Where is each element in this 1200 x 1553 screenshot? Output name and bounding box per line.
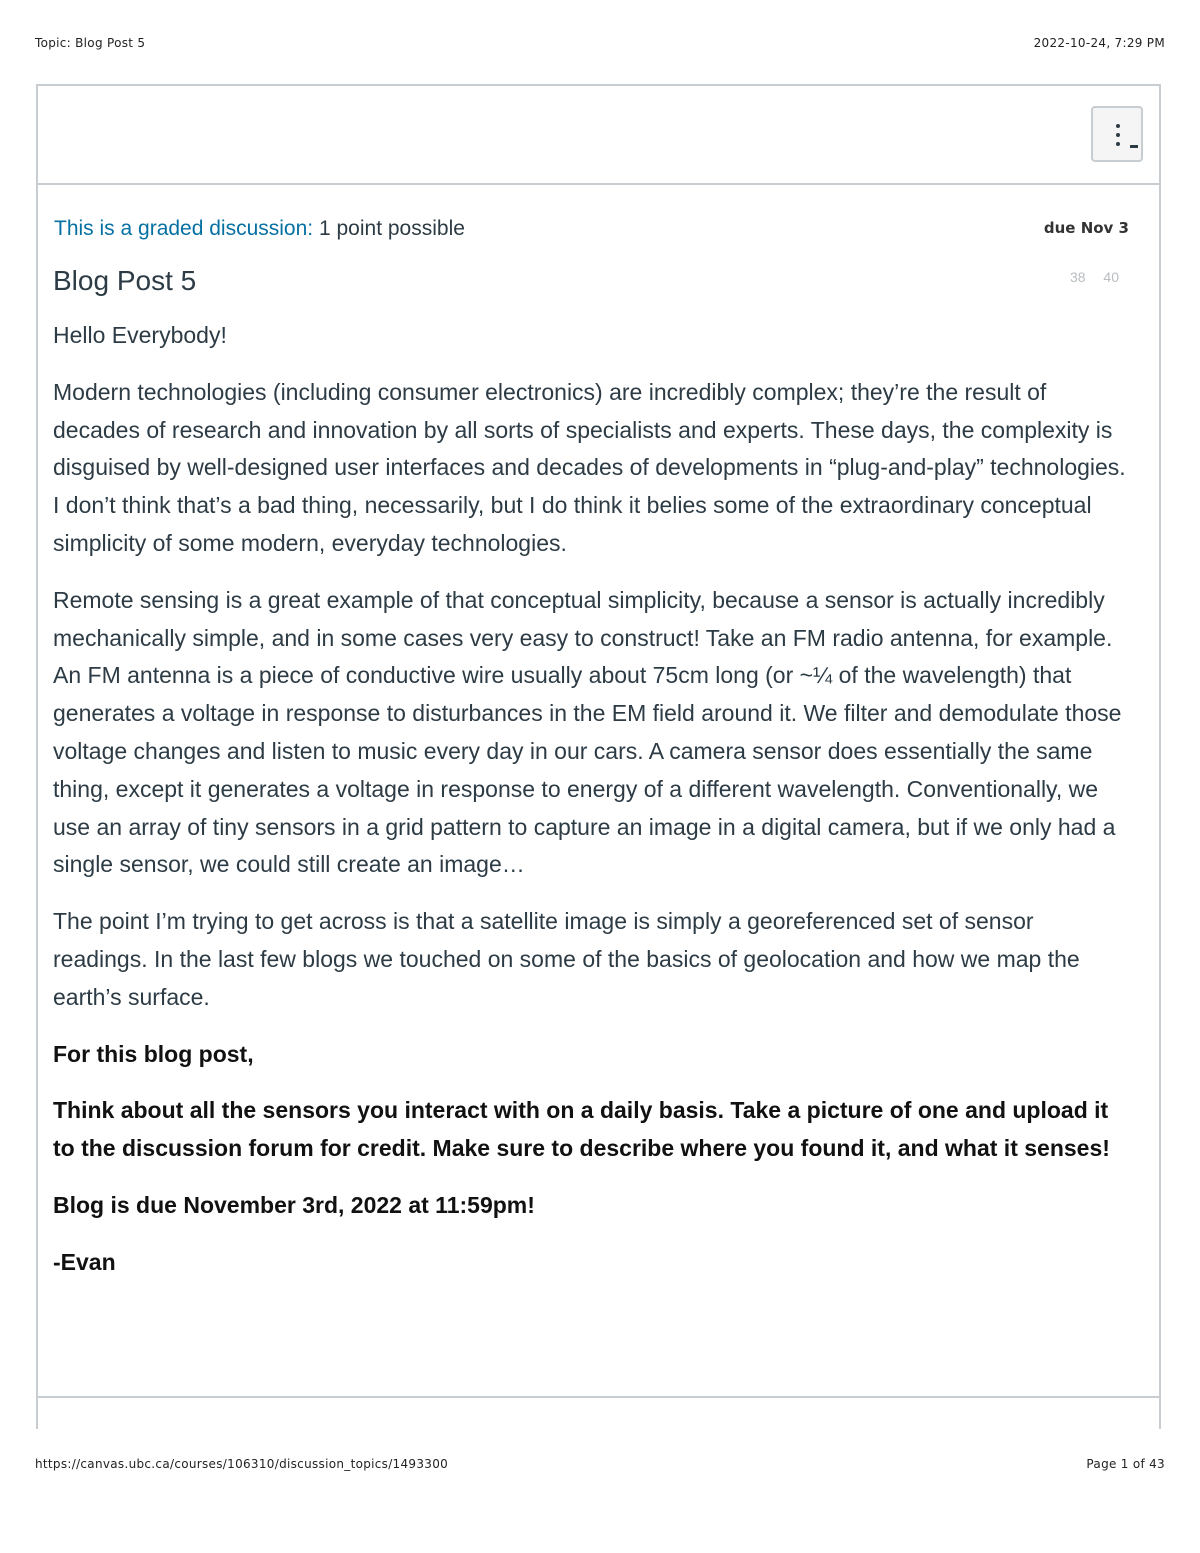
count-unread: 38 <box>1069 269 1086 285</box>
print-header <box>35 36 1165 50</box>
count-total: 40 <box>1103 269 1119 285</box>
body-paragraph: Remote sensing is a great example of that conceptual simplicity, because a sensor is actually incredibly mechanically simple, and in some cases very easy to construct! Take an FM radio antenna, for example. An FM antenna is a piece of conductive wire usually about 75cm long (or ~¼ of the wavelength) that generates a voltage in response to disturbances in the EM field around it. We filter and demodulate those voltage changes and listen to music every day in our cars. A camera sensor does essentially the same thing, except it generates a voltage in response to energy of a different wavelength. Conventionally, we use an array of tiny sensors in a grid pattern to capture an image in a digital camera, but if we only had a single sensor, we could still create an image… <box>53 586 1122 878</box>
points-possible: 1 point possible <box>318 217 465 240</box>
discussion-toolbar <box>38 86 1159 185</box>
body-paragraph: The point I’m trying to get across is that a satellite image is simply a georeferenced set of sensor readings. In the last few blogs we touched on some of the basics of geolocation and how we map the earth’s surface. <box>53 908 1080 1010</box>
body-paragraph-bold: Think about all the sensors you interact with on a daily basis. Take a picture of one and upload it to the discussion forum for credit. Make sure to describe where you found it, and what it senses! <box>53 1097 1110 1162</box>
discussion-frame <box>36 84 1161 1429</box>
print-footer-url: https://canvas.ubc.ca/courses/106310/discussion_topics/1493300 <box>35 1457 449 1471</box>
discussion-title: Blog Post 5 <box>53 265 197 296</box>
discussion-content <box>38 207 1159 1282</box>
reply-counts <box>1070 269 1119 285</box>
discussion-body <box>53 317 1129 1282</box>
section-divider <box>38 1396 1159 1398</box>
print-footer <box>35 1457 1165 1471</box>
print-footer-page: Page 1 of 43 <box>1086 1457 1165 1471</box>
kebab-menu-icon <box>1093 108 1145 164</box>
discussion-options-button[interactable] <box>1091 106 1143 162</box>
body-paragraph-bold: Blog is due November 3rd, 2022 at 11:59pm! <box>53 1191 535 1218</box>
print-header-title: Topic: Blog Post 5 <box>35 36 146 50</box>
body-paragraph: Modern technologies (including consumer electronics) are incredibly complex; they’re the result of decades of research and innovation by all sorts of specialists and experts. These days, the complexity is disguised by well-designed user interfaces and decades of developments in “plug-and-play” technologies. I don’t think that’s a bad thing, necessarily, but I do think it belies some of the extraordinary conceptual simplicity of some modern, everyday technologies. <box>53 378 1126 556</box>
body-paragraph: Hello Everybody! <box>53 322 227 348</box>
graded-discussion-notice <box>54 217 465 241</box>
body-paragraph-bold: For this blog post, <box>53 1040 254 1067</box>
due-date: due Nov 3 <box>1043 219 1129 237</box>
body-signature: -Evan <box>53 1248 116 1275</box>
print-header-timestamp: 2022-10-24, 7:29 PM <box>1033 36 1165 50</box>
graded-label: This is a graded discussion: <box>54 217 314 240</box>
